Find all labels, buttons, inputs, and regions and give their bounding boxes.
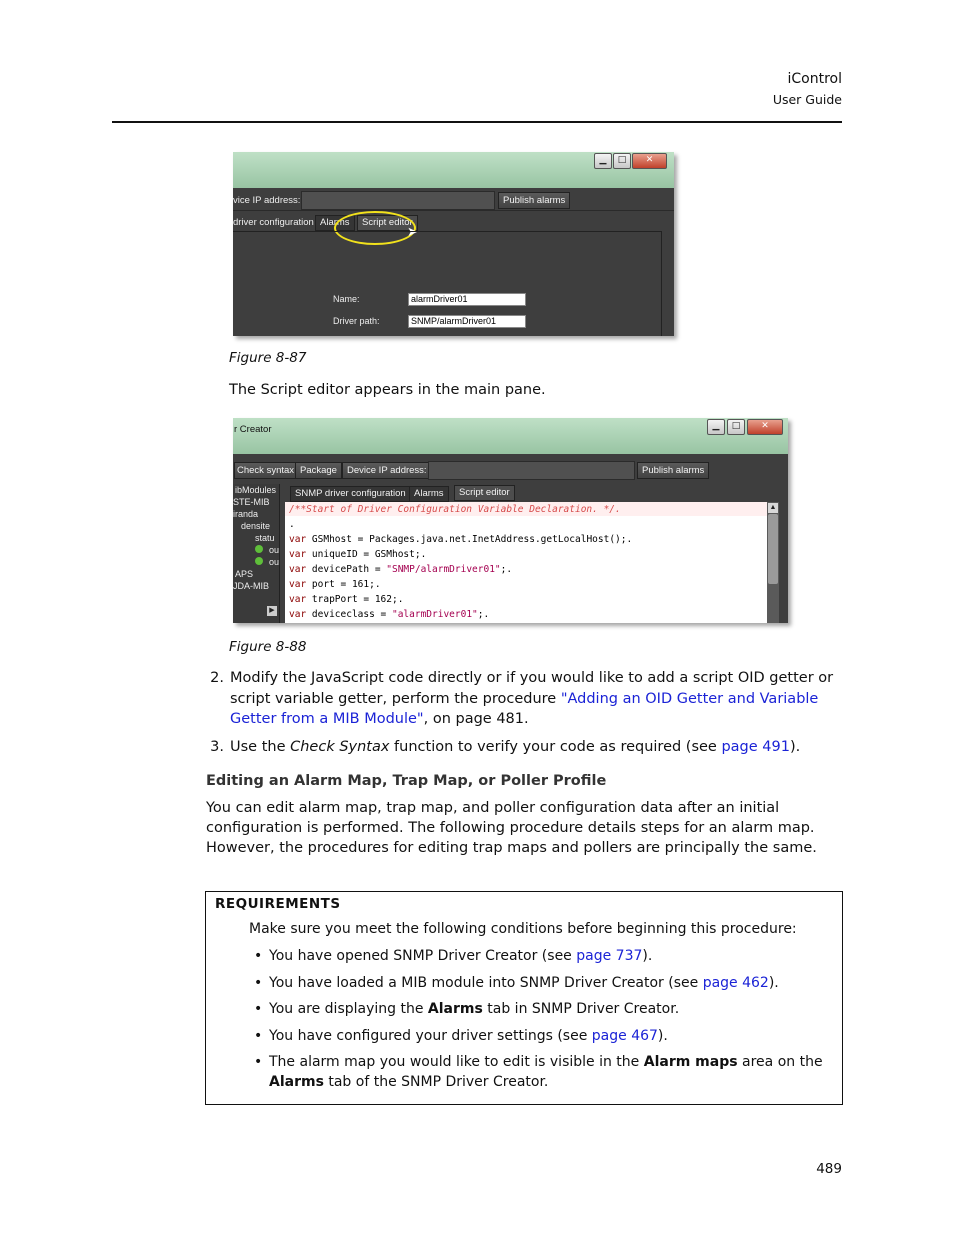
driver-path-label: Driver path: xyxy=(333,316,380,326)
tree-item: ibModules xyxy=(235,485,277,495)
step-number: 2. xyxy=(210,670,224,686)
mouse-cursor-icon: ➤ xyxy=(407,224,418,239)
requirement-item: • You have configured your driver settings (see page 467). xyxy=(254,1028,668,1044)
tree-item: densite xyxy=(241,521,271,531)
device-ip-input xyxy=(428,461,635,480)
tab-alarms: Alarms xyxy=(315,215,355,231)
requirement-item: • You are displaying the Alarms tab in SNMP Driver Creator. xyxy=(254,1001,680,1017)
maximize-icon: □ xyxy=(613,153,631,169)
page-link[interactable]: page 737 xyxy=(576,948,643,964)
section-body: You can edit alarm map, trap map, and poller configuration data after an initial configuration is performed. The following procedure details steps for an alarm map. However, the procedures for editing trap maps and pollers are principally the same. xyxy=(206,800,817,856)
step-number: 3. xyxy=(210,739,224,755)
tree-item: JDA-MIB xyxy=(233,581,269,591)
step-text: Use the Check Syntax function to verify your code as required (see page 491). xyxy=(230,739,801,755)
step-text: Modify the JavaScript code directly or if you would like to add a script OID getter or script variable getter, perform the procedure "Adding an OID Getter and Variable Getter from a MIB Module", on page 481. xyxy=(230,670,834,727)
section-heading: Editing an Alarm Map, Trap Map, or Poller Profile xyxy=(206,773,607,789)
maximize-icon: □ xyxy=(727,419,745,435)
code-line-blank: . xyxy=(289,519,295,530)
scrollbar-thumb xyxy=(768,514,778,584)
name-label: Name: xyxy=(333,294,360,304)
scroll-up-icon: ▲ xyxy=(769,504,777,511)
code-line-port: var port = 161;. xyxy=(289,579,381,590)
bullet: • xyxy=(254,1054,263,1070)
tab-driver-configuration: driver configuration xyxy=(233,217,314,228)
tree-item: APS xyxy=(235,569,254,579)
figure-8-87-caption: Figure 8-87 xyxy=(229,350,307,366)
bullet: • xyxy=(254,1001,263,1017)
code-line-trapport: var trapPort = 162;. xyxy=(289,594,404,605)
bullet: • xyxy=(254,1028,263,1044)
status-icon xyxy=(255,545,263,553)
page-link[interactable]: page 462 xyxy=(702,975,769,991)
publish-alarms-button: Publish alarms xyxy=(637,462,709,479)
tab-script-editor: Script editor xyxy=(454,485,515,501)
figure-8-88-screenshot xyxy=(233,418,788,623)
step-3 xyxy=(206,737,842,759)
tab-script-editor: Script editor xyxy=(357,215,418,231)
toolbar-divider xyxy=(233,210,674,211)
header-doc-type: User Guide xyxy=(772,92,842,107)
tree-item: ou xyxy=(269,557,280,567)
code-line-gsmhost: var GSMhost = Packages.java.net.InetAddress.getLocalHost();. xyxy=(289,534,633,545)
scroll-right-icon: ▶ xyxy=(267,606,277,616)
tree-item: ou xyxy=(269,545,280,555)
header-rule xyxy=(112,121,842,123)
requirements-title: REQUIREMENTS xyxy=(215,896,341,912)
check-syntax-button: Check syntax xyxy=(234,462,297,479)
procedure-link[interactable]: "Adding an OID Getter and Variable Getter from a MIB Module" xyxy=(230,690,819,727)
name-input: alarmDriver01 xyxy=(408,293,526,306)
device-ip-label: vice IP address: xyxy=(233,195,301,206)
device-ip-label: Device IP address: xyxy=(342,462,432,479)
requirement-item: • You have opened SNMP Driver Creator (see page 737). xyxy=(254,948,653,964)
script-editor-pane xyxy=(285,502,767,623)
page-number: 489 xyxy=(816,1161,842,1177)
page-link[interactable]: page 467 xyxy=(591,1028,658,1044)
status-icon xyxy=(255,557,263,565)
requirements-box xyxy=(205,891,843,1105)
code-line-comment: /**Start of Driver Configuration Variable Declaration. */. xyxy=(289,504,621,515)
publish-alarms-button: Publish alarms xyxy=(498,192,570,209)
close-icon: ✕ xyxy=(632,153,667,169)
bullet: • xyxy=(254,975,263,991)
close-icon: ✕ xyxy=(747,419,783,435)
minimize-icon: ▁ xyxy=(594,153,612,169)
package-button: Package xyxy=(295,462,342,479)
header-product: iControl xyxy=(787,71,842,87)
requirements-intro: Make sure you meet the following conditions before beginning this procedure: xyxy=(249,921,797,937)
bullet: • xyxy=(254,948,263,964)
code-line-deviceclass: var deviceclass = "alarmDriver01";. xyxy=(289,609,490,620)
tree-item: iranda xyxy=(233,509,259,519)
code-line-devicepath: var devicePath = "SNMP/alarmDriver01";. xyxy=(289,564,513,575)
window-title: r Creator xyxy=(234,424,272,435)
script-editor-paragraph: The Script editor appears in the main pane. xyxy=(229,382,546,398)
driver-path-input: SNMP/alarmDriver01 xyxy=(408,315,526,328)
code-line-uniqueid: var uniqueID = GSMhost;. xyxy=(289,549,427,560)
tab-alarms: Alarms xyxy=(409,486,449,502)
requirement-item: • You have loaded a MIB module into SNMP Driver Creator (see page 462). xyxy=(254,975,779,991)
current-line-highlight xyxy=(285,502,767,516)
device-ip-input xyxy=(301,191,495,210)
tree-item: STE-MIB xyxy=(233,497,270,507)
requirement-item: • The alarm map you would like to edit is visible in the Alarm maps area on the Alarms tab of the SNMP Driver Creator. xyxy=(254,1054,823,1090)
page-link[interactable]: page 491 xyxy=(721,739,790,755)
step-2 xyxy=(206,668,842,730)
figure-8-87-screenshot xyxy=(233,152,674,336)
figure-8-88-caption: Figure 8-88 xyxy=(229,639,307,655)
tab-snmp-driver-configuration: SNMP driver configuration xyxy=(290,486,411,502)
minimize-icon: ▁ xyxy=(707,419,725,435)
window-titlebar xyxy=(233,418,788,454)
tree-item: statu xyxy=(255,533,275,543)
